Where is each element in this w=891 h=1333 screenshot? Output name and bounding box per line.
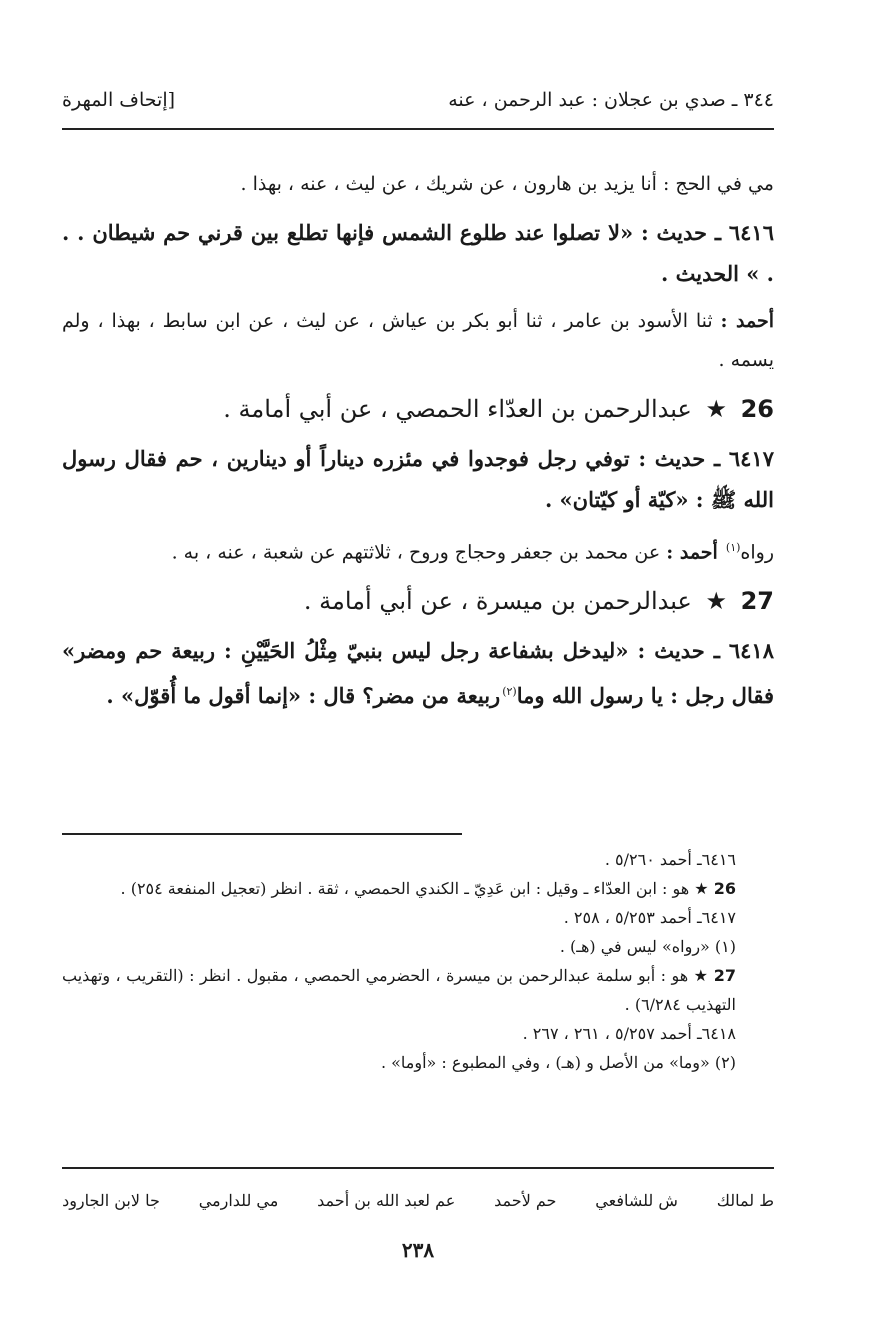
narrator-27-name: عبدالرحمن بن ميسرة ، عن أبي أمامة . — [303, 587, 692, 616]
chain-6417-source: أحمد : — [666, 541, 718, 564]
chain-6417 — [62, 528, 774, 572]
abbrev-shafii: ش للشافعي — [595, 1190, 678, 1210]
abbrev-ibn-jarud: جا لابن الجارود — [62, 1190, 160, 1210]
footnote-6417-ref: ٦٤١٧ـ أحمد ٥/٢٥٣ ، ٢٥٨ . — [563, 908, 736, 927]
abbrev-malik: ط لمالك — [716, 1190, 774, 1210]
abbrev-darimi: مي للدارمي — [198, 1190, 279, 1210]
chain-6416-source: أحمد : — [720, 310, 774, 332]
chain-6417-prefix: رواه — [740, 541, 774, 564]
star-icon: ★ — [693, 966, 709, 985]
abbreviations-key — [62, 1185, 774, 1215]
narrator-27-number: 27 — [740, 587, 774, 616]
narrator-heading-26 — [62, 388, 774, 430]
footnote-27-text: هو : أبو سلمة عبدالرحمن بن ميسرة ، الحضرمي الحمصي ، مقبول . انظر : (التقريب ، وتهذيب التهذيب ٦/٢٨٤) . — [62, 966, 736, 1014]
star-icon: ★ — [694, 879, 709, 898]
hadith-6416: ٦٤١٦ ـ حديث : «لا تصلوا عند طلوع الشمس فإنها تطلع بين قرني حم شيطان . . . » الحديث . — [62, 220, 774, 286]
narrator-heading-27 — [62, 580, 774, 622]
hadith-6418-part-b: ربيعة من مضر؟ قال : «إنما أقول ما أُقوّل» . — [106, 683, 501, 709]
footnote-divider — [62, 833, 462, 835]
footnote-narrator-27 — [62, 961, 774, 1019]
page-number: ٢٣٨ — [401, 1238, 435, 1262]
chain-6416 — [62, 302, 774, 380]
abbreviations-divider — [62, 1167, 774, 1169]
footnote-27-number: 27 — [713, 966, 736, 985]
abbrev-abdullah: عم لعبد الله بن أحمد — [317, 1190, 456, 1210]
footnote-marker-1: (١) — [725, 541, 741, 554]
footnote-marker-2: (٢) — [502, 685, 517, 699]
footnote-6418-ref: ٦٤١٨ـ أحمد ٥/٢٥٧ ، ٢٦١ ، ٢٦٧ . — [522, 1024, 736, 1043]
star-icon: ★ — [705, 395, 727, 423]
hadith-6417: ٦٤١٧ ـ حديث : توفي رجل فوجدوا في مئزره ديناراً أو دينارين ، حم فقال رسول الله ﷺ : «كيّة أو كيّتان» . — [62, 446, 774, 512]
chain-6417-text: عن محمد بن جعفر وحجاج وروح ، ثلاثتهم عن شعبة ، عنه ، به . — [171, 541, 661, 564]
paragraph-intro: مي في الحج : أنا يزيد بن هارون ، عن شريك ، عن ليث ، عنه ، بهذا . — [240, 173, 774, 195]
hadith-6418-part-a: ٦٤١٨ ـ حديث : «ليدخل بشفاعة رجل ليس بنبيّ مِثْلُ الحَيَّيْنِ : ربيعة حم ومضر» فقال رجل : يا رسول الله وما — [62, 638, 774, 709]
footnote-26-number: 26 — [713, 879, 736, 898]
narrator-26-name: عبدالرحمن بن العدّاء الحمصي ، عن أبي أمامة . — [223, 395, 692, 423]
main-text — [62, 165, 774, 724]
header-divider — [62, 128, 774, 130]
chain-6416-text: ثنا الأسود بن عامر ، ثنا أبو بكر بن عياش ، عن ليث ، عن ابن سابط ، بهذا ، ولم يسمه . — [62, 310, 774, 371]
footnote-6416-ref: ٦٤١٦ـ أحمد ٥/٢٦٠ . — [604, 850, 736, 869]
footnote-narrator-26 — [62, 874, 774, 903]
footnotes — [62, 845, 774, 1077]
document-page — [62, 0, 774, 1333]
footnote-2: (٢) «وما» من الأصل و (هـ) ، وفي المطبوع : «أوما» . — [380, 1053, 736, 1072]
footnote-1: (١) «رواه» ليس في (هـ) . — [559, 937, 736, 956]
header-book-title: [إتحاف المهرة — [62, 89, 176, 111]
abbrev-ahmad: حم لأحمد — [494, 1190, 557, 1210]
narrator-26-number: 26 — [740, 395, 774, 423]
star-icon: ★ — [705, 587, 727, 616]
running-header — [62, 80, 774, 120]
footnote-26-text: هو : ابن العدّاء ـ وقيل : ابن عَدِيّ ـ الكندي الحمصي ، ثقة . انظر (تعجيل المنفعة ٢٥٤) . — [120, 879, 690, 898]
hadith-6418 — [62, 630, 774, 716]
header-chapter-title: ٣٤٤ ـ صدي بن عجلان : عبد الرحمن ، عنه — [448, 89, 774, 111]
